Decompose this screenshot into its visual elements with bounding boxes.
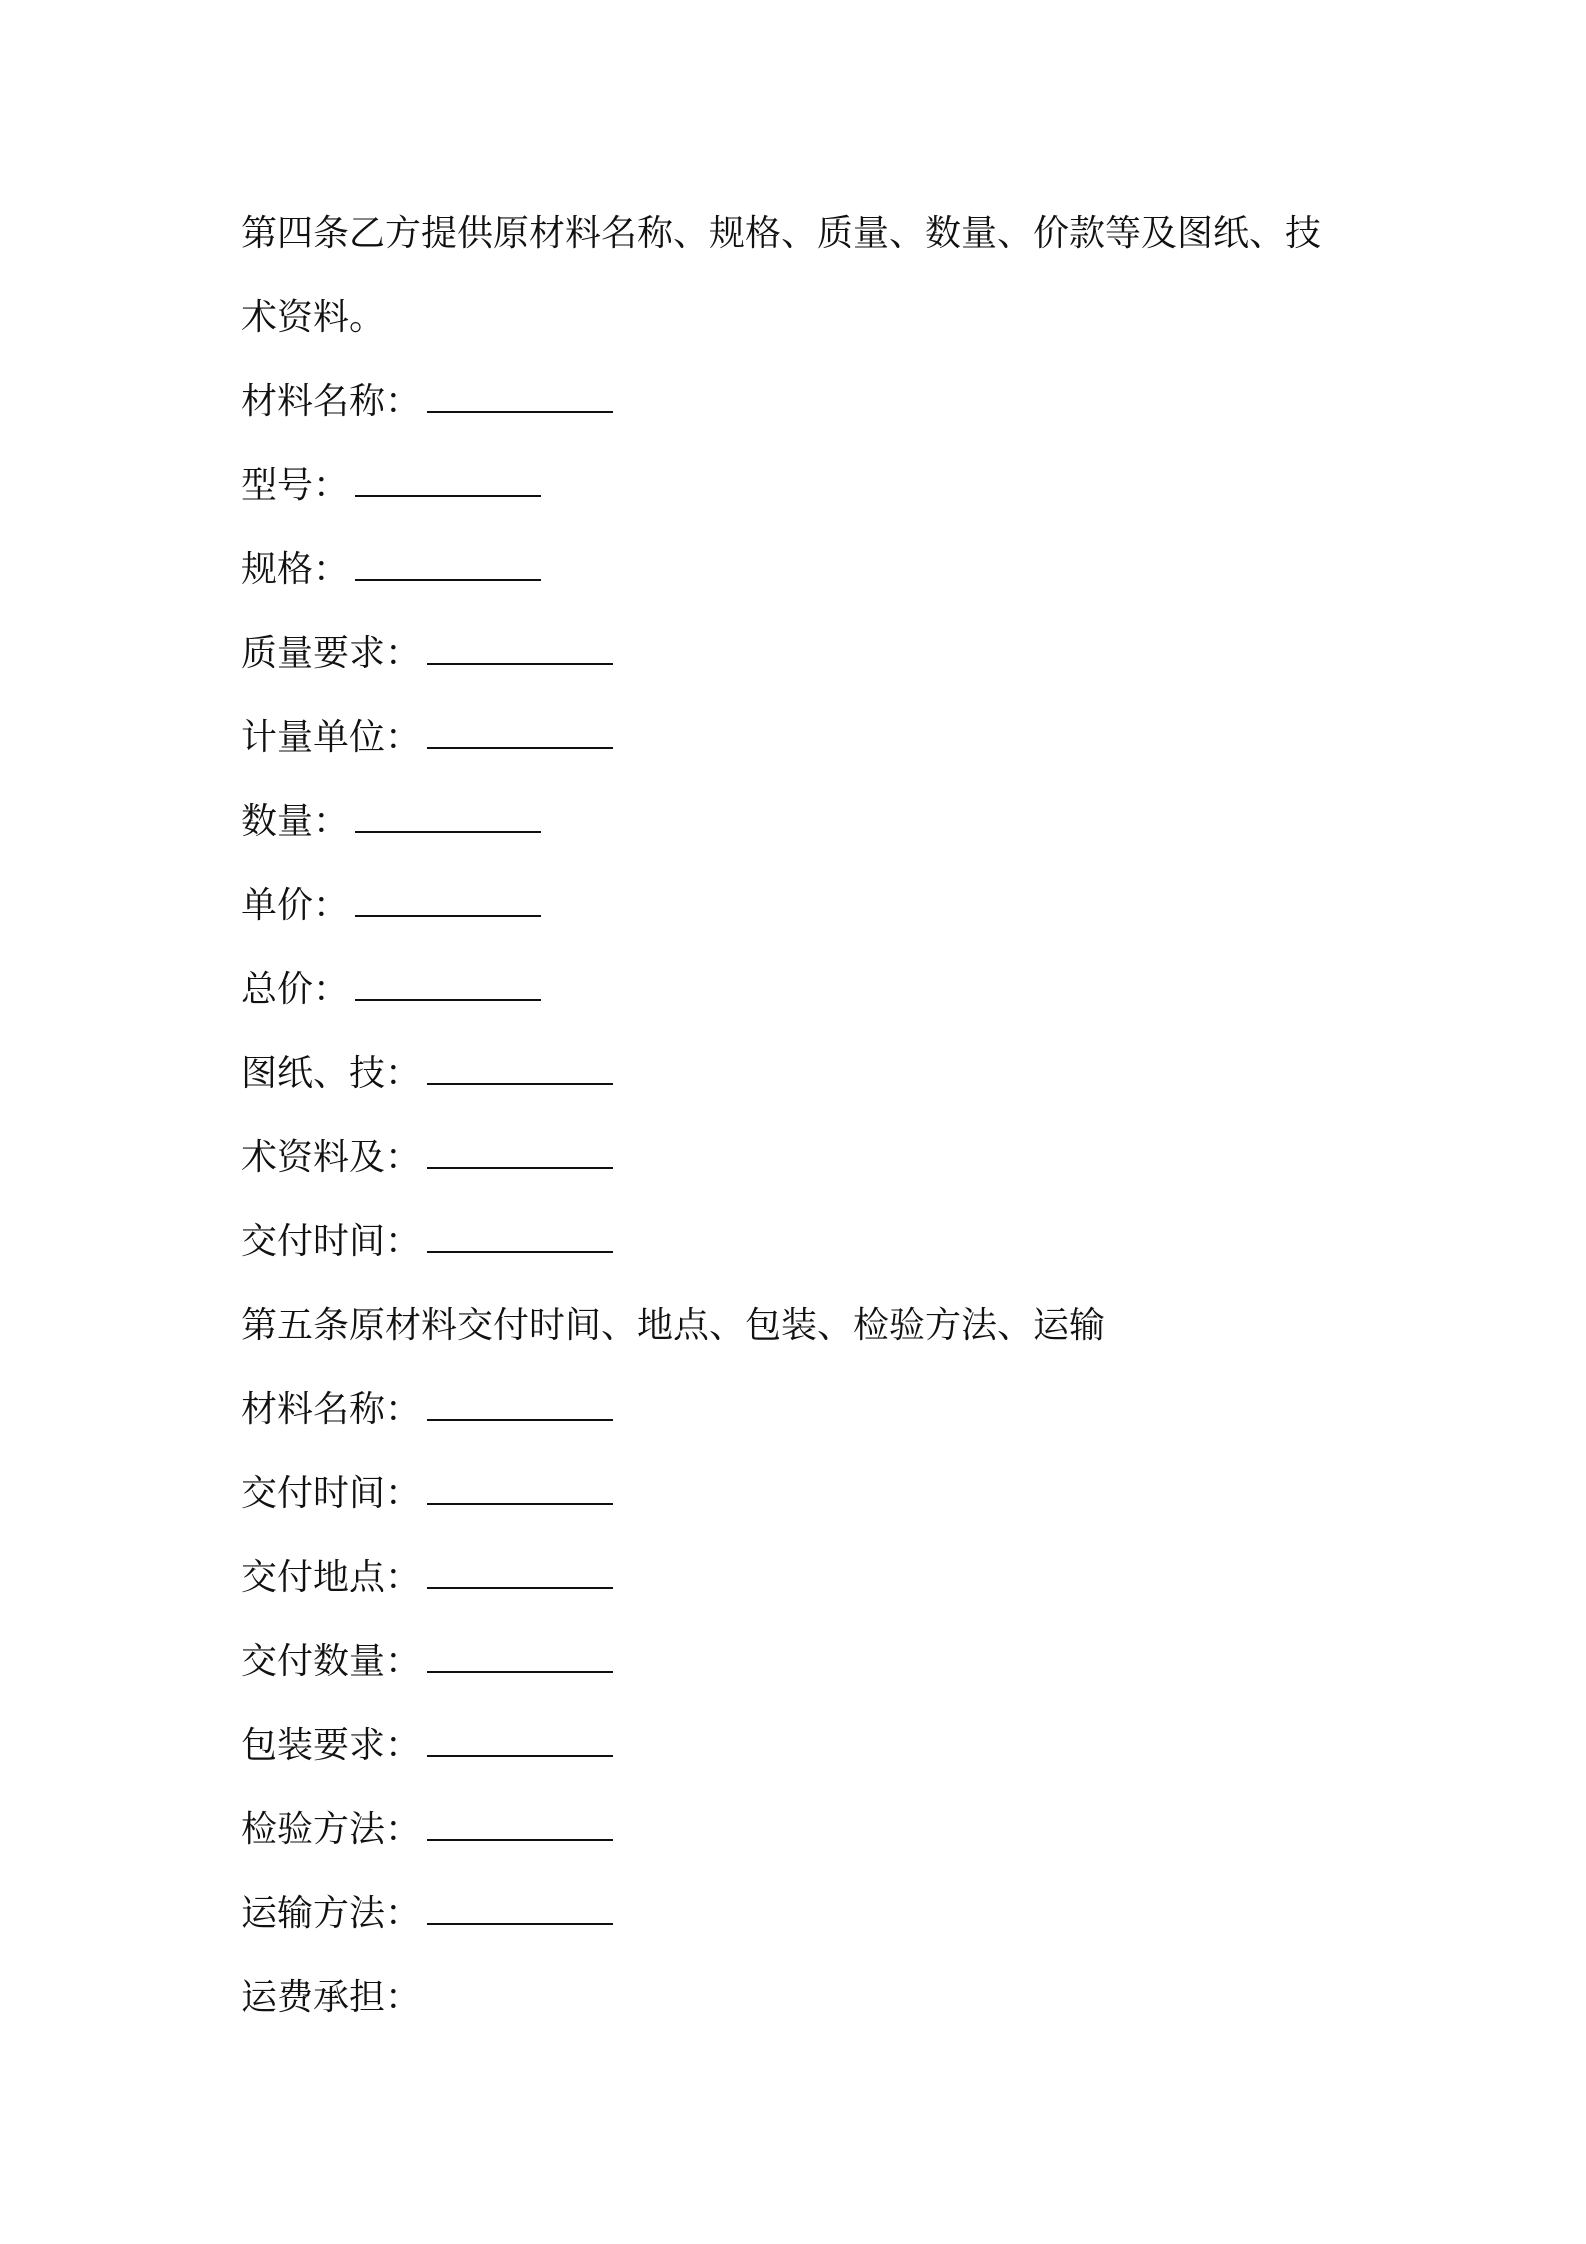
field-label: 数量： [241,801,350,842]
field-label: 交付地点： [241,1557,422,1598]
field-label: 包装要求： [241,1725,422,1766]
fill-in-blank [427,1893,613,1925]
field-total-price [241,948,1361,1032]
field-label: 检验方法： [241,1809,422,1850]
field-material-name [241,1368,1361,1452]
field-delivery-time [241,1452,1361,1536]
article-5-heading: 第五条原材料交付时间、地点、包装、检验方法、运输 [241,1305,1106,1346]
fill-in-blank [355,969,541,1001]
field-specification [241,528,1361,612]
fill-in-blank [427,1221,613,1253]
field-material-name [241,360,1361,444]
fill-in-blank [427,1389,613,1421]
fill-in-blank [427,633,613,665]
field-label: 运输方法： [241,1893,422,1934]
fill-in-blank [355,885,541,917]
field-transport-method [241,1872,1361,1956]
field-drawings [241,1032,1361,1116]
fill-in-blank [427,1473,613,1505]
fill-in-blank [427,1053,613,1085]
fill-in-blank [427,1809,613,1841]
field-packaging-requirement [241,1704,1361,1788]
fill-in-blank [355,801,541,833]
field-model [241,444,1361,528]
fill-in-blank [427,1557,613,1589]
field-quality-requirement [241,612,1361,696]
fill-in-blank [427,1641,613,1673]
field-label: 材料名称： [241,1389,422,1430]
field-label: 材料名称： [241,381,422,422]
field-unit-of-measure [241,696,1361,780]
field-freight-bearer [241,1956,1361,2040]
field-unit-price [241,864,1361,948]
fill-in-blank [427,381,613,413]
document-body [241,192,1361,2040]
field-label: 总价： [241,969,350,1010]
fill-in-blank [427,1725,613,1757]
field-inspection-method [241,1788,1361,1872]
field-label: 质量要求： [241,633,422,674]
field-label: 交付数量： [241,1641,422,1682]
field-delivery-place [241,1536,1361,1620]
field-technical-documents [241,1116,1361,1200]
field-label: 规格： [241,549,350,590]
fill-in-blank [427,717,613,749]
fill-in-blank [355,549,541,581]
field-label: 单价： [241,885,350,926]
field-label: 术资料及： [241,1137,422,1178]
field-delivery-quantity [241,1620,1361,1704]
field-label: 交付时间： [241,1221,422,1262]
fill-in-blank [427,1137,613,1169]
fill-in-blank [355,465,541,497]
field-label: 图纸、技： [241,1053,422,1094]
field-delivery-time [241,1200,1361,1284]
article-4-heading-continued: 术资料。 [241,297,386,338]
field-label: 型号： [241,465,350,506]
field-label: 运费承担： [241,1977,422,2018]
field-quantity [241,780,1361,864]
field-label: 交付时间： [241,1473,422,1514]
field-label: 计量单位： [241,717,422,758]
article-4-heading: 第四条乙方提供原材料名称、规格、质量、数量、价款等及图纸、技 [241,213,1322,254]
